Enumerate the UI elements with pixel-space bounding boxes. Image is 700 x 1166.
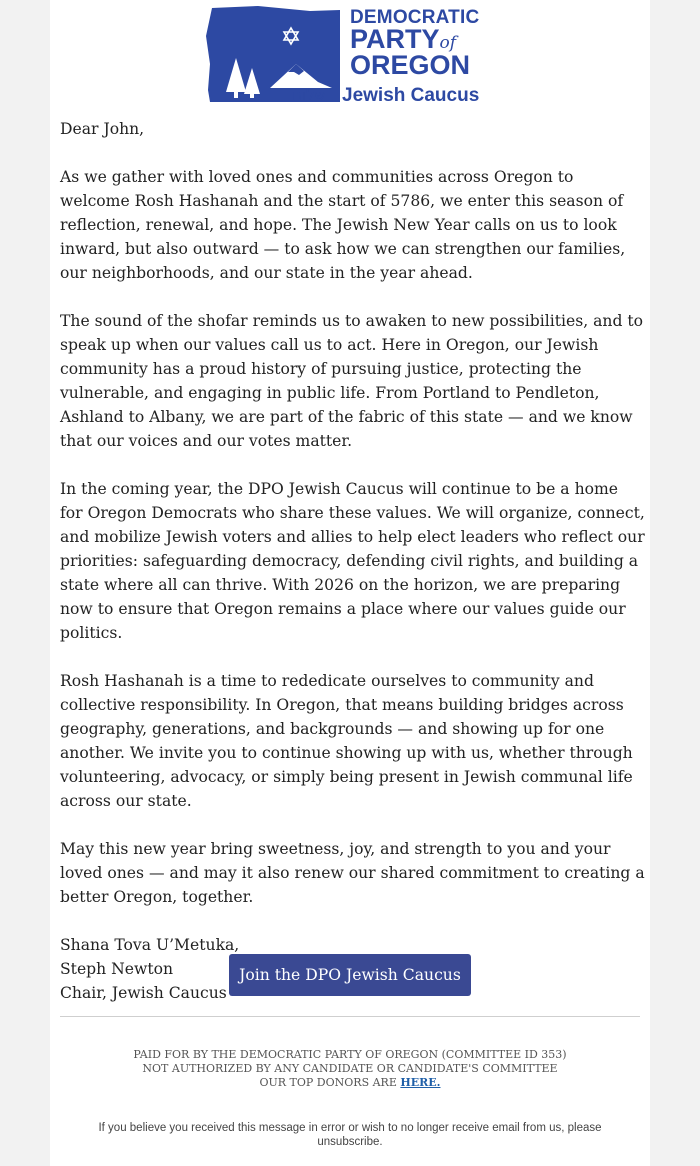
join-caucus-button[interactable]: Join the DPO Jewish Caucus xyxy=(229,954,471,996)
paragraph: Rosh Hashanah is a time to rededicate ourselves to community and collective responsibility. In Oregon, that means building bridges across geography, generations, and backgrounds — and showing up for one another. We invite you to continue showing up with us, whether through volunteering, advocacy, or simply being present in Jewish communal life across our state. xyxy=(60,672,633,810)
signoff: Shana Tova U’Metuka, xyxy=(60,936,240,954)
divider xyxy=(60,1016,640,1017)
paragraph: In the coming year, the DPO Jewish Caucus will continue to be a home for Oregon Democrats who share these values. We will organize, connect, and mobilize Jewish voters and allies to help elect leaders who reflect our priorities: safeguarding democracy, defending civil rights, and building a state where all can thrive. With 2026 on the horizon, we are preparing now to ensure that Oregon remains a place where our values guide our politics. xyxy=(60,480,645,642)
logo-line-oregon: OREGON xyxy=(350,50,471,80)
unsubscribe-notice[interactable]: If you believe you received this message in error or wish to no longer receive email from us, please unsubscribe. xyxy=(98,1122,602,1148)
top-donors-line: OUR TOP DONORS ARE HERE. xyxy=(259,1076,441,1089)
top-donors-link[interactable]: HERE. xyxy=(400,1076,441,1089)
greeting: Dear John, xyxy=(60,120,145,138)
logo-line-party: PARTYof xyxy=(350,24,457,54)
dpo-jewish-caucus-logo xyxy=(200,2,500,106)
logo-line-democratic: DEMOCRATIC xyxy=(350,7,480,28)
shalom-text: שלום xyxy=(292,86,326,104)
paid-for-disclaimer xyxy=(50,1048,650,1090)
email-body xyxy=(50,0,650,1166)
logo-line-caucus: Jewish Caucus xyxy=(342,85,480,106)
paragraph: The sound of the shofar reminds us to awaken to new possibilities, and to speak up when our values call us to act. Here in Oregon, our Jewish community has a proud history of pursuing justice, protecting the vulnerable, and engaging in public life. From Portland to Pendleton, Ashland to Albany, we are part of the fabric of this state — and we know that our voices and our votes matter. xyxy=(60,312,644,450)
signer-title: Chair, Jewish Caucus xyxy=(60,984,227,1002)
paragraph: May this new year bring sweetness, joy, and strength to you and your loved ones — and may it also renew our shared commitment to creating a better Oregon, together. xyxy=(60,840,645,906)
not-authorized-line: NOT AUTHORIZED BY ANY CANDIDATE OR CANDIDATE'S COMMITTEE xyxy=(142,1062,558,1075)
paragraph: As we gather with loved ones and communities across Oregon to welcome Rosh Hashanah and the start of 5786, we enter this season of reflection, renewal, and hope. The Jewish New Year calls on us to look inward, but also outward — to ask how we can strengthen our families, our neighborhoods, and our state in the year ahead. xyxy=(60,168,626,282)
signer-name: Steph Newton xyxy=(60,960,174,978)
letter-content xyxy=(60,117,645,1005)
paid-for-line: PAID FOR BY THE DEMOCRATIC PARTY OF OREGON (COMMITTEE ID 353) xyxy=(133,1048,567,1061)
